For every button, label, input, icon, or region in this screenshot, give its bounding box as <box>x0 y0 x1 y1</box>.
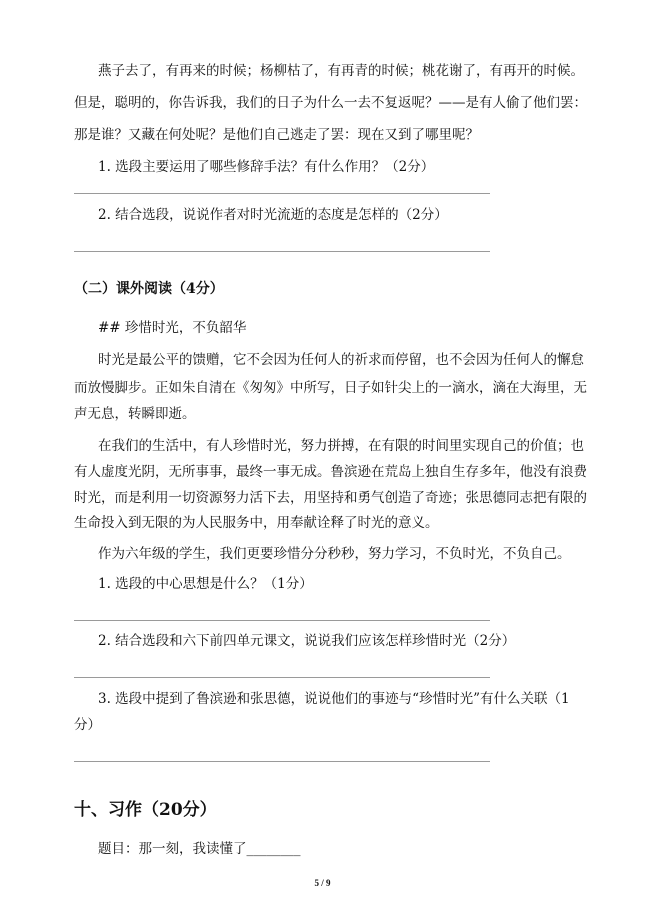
answer-line <box>74 761 490 762</box>
article-line: 时光是最公平的馈赠，它不会因为任何人的祈求而停留，也不会因为任何人的懈怠 <box>98 352 584 368</box>
section-heading: （二）课外阅读（4分） <box>74 281 224 297</box>
article-line: 时光，而是利用一切资源努力活下去，用坚持和勇气创造了奇迹；张思德同志把有限的 <box>74 490 587 506</box>
question-item: 1. 选段的中心思想是什么？（1分） <box>98 576 313 592</box>
answer-line <box>74 193 490 194</box>
article-line: 声无息，转瞬即逝。 <box>74 406 196 422</box>
article-subtitle: ## 珍惜时光，不负韶华 <box>98 320 247 336</box>
article-line: 而放慢脚步。正如朱自清在《匆匆》中所写，日子如针尖上的一滴水，滴在大海里，无 <box>74 380 587 396</box>
article-line: 生命投入到无限的为人民服务中，用奉献诠释了时光的意义。 <box>74 515 439 531</box>
question-item: 分） <box>74 717 101 733</box>
article-line: 在我们的生活中，有人珍惜时光，努力拼搏，在有限的时间里实现自己的价值；也 <box>98 438 584 454</box>
question-item: 2. 结合选段和六下前四单元课文，说说我们应该怎样珍惜时光（2分） <box>98 633 516 649</box>
passage-line: 但是，聪明的，你告诉我，我们的日子为什么一去不复返呢？——是有人偷了他们罢： <box>74 95 587 111</box>
question-item: 3. 选段中提到了鲁滨逊和张思德，说说他们的事迹与“珍惜时光”有什么关联（1 <box>98 691 570 707</box>
passage-line: 那是谁？又藏在何处呢？是他们自己逃走了罢：现在又到了哪里呢？ <box>74 127 479 143</box>
question-item: 1. 选段主要运用了哪些修辞手法？有什么作用？（2分） <box>98 159 435 175</box>
passage-line: 燕子去了，有再来的时候；杨柳枯了，有再青的时候；桃花谢了，有再开的时候。 <box>98 63 584 79</box>
essay-prompt: 题目：那一刻，我读懂了________ <box>98 841 301 857</box>
article-line: 作为六年级的学生，我们更要珍惜分分秒秒，努力学习，不负时光，不负自己。 <box>98 546 571 562</box>
article-line: 有人虚度光阴，无所事事，最终一事无成。鲁滨逊在荒岛上独自生存多年，他没有浪费 <box>74 464 587 480</box>
section-heading: 十、习作（20分） <box>74 800 217 820</box>
question-item: 2. 结合选段，说说作者对时光流逝的态度是怎样的（2分） <box>98 207 448 223</box>
answer-line <box>74 620 490 621</box>
answer-line <box>74 251 490 252</box>
answer-line <box>74 677 490 678</box>
page-number: 5 / 9 <box>314 878 331 888</box>
